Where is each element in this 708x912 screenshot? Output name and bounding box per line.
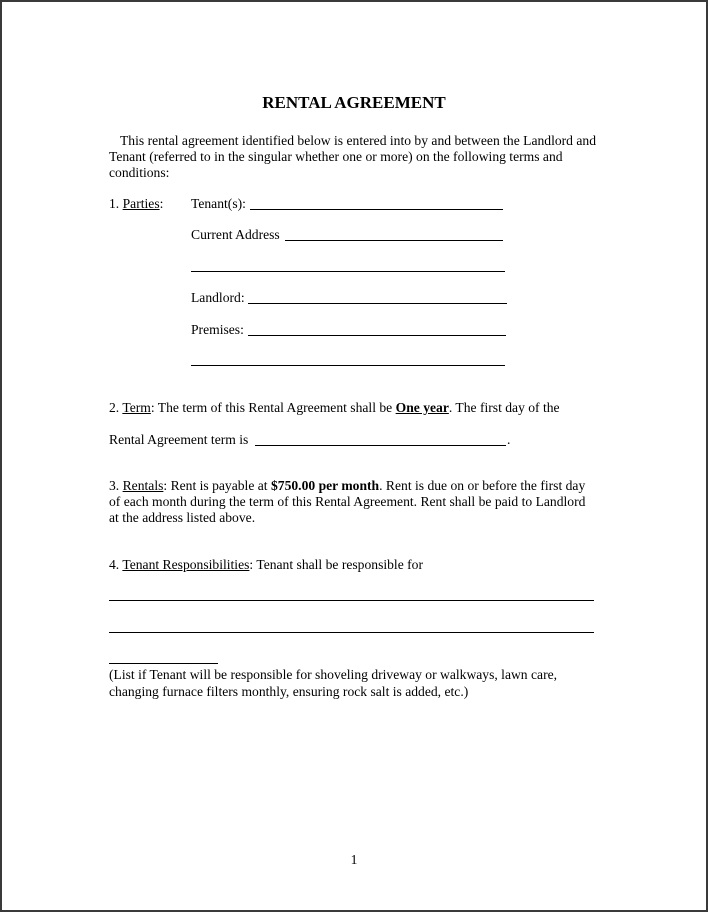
rent-amount: $750.00 per month [270,478,380,493]
rentals-text-before: : Rent is payable at [163,478,271,493]
rentals-text-after: . Rent is due on or before the first day [379,478,586,493]
page-number: 1 [350,852,358,867]
intro-line-3: conditions: [109,165,170,180]
landlord-field[interactable] [248,303,507,304]
rentals-number: 3. [109,478,120,493]
premises-label: Premises: [191,322,244,337]
term-start-field[interactable] [255,445,506,446]
term-start-period: . [507,432,511,447]
rentals-label: Rentals [122,478,164,493]
responsibilities-line-1 [109,557,423,573]
term-start-label: Rental Agreement term is [109,432,249,447]
tenants-field[interactable] [250,209,503,210]
intro-line-1: This rental agreement identified below is entered into by and between the Landlord and [120,133,596,148]
premises-field[interactable] [248,335,506,336]
responsibilities-note-2: changing furnace filters monthly, ensuring rock salt is added, etc.) [109,684,469,699]
term-duration: One year [395,400,449,415]
responsibilities-field-line-1[interactable] [109,600,594,601]
tenants-row [191,196,246,212]
document-title: RENTAL AGREEMENT [262,93,446,112]
responsibilities-note-1: (List if Tenant will be responsible for shoveling driveway or walkways, lawn care, [109,667,558,682]
tenants-label: Tenant(s): [191,196,246,211]
rentals-line-1 [109,478,585,494]
parties-colon: : [159,196,164,211]
responsibilities-text: : Tenant shall be responsible for [249,557,423,572]
parties-label: Parties [122,196,160,211]
term-line-1 [109,400,560,416]
term-number: 2. [109,400,120,415]
rentals-line-2: of each month during the term of this Rental Agreement. Rent shall be paid to Landlord [109,494,586,509]
term-text-before: : The term of this Rental Agreement shall be [150,400,396,415]
term-label: Term [122,400,151,415]
current-address-label: Current Address [191,227,280,242]
rentals-line-3: at the address listed above. [109,510,256,525]
premises-field-line-2[interactable] [191,365,505,366]
responsibilities-field-line-3[interactable] [109,663,218,664]
parties-number: 1. [109,196,120,211]
current-address-field-line-2[interactable] [191,271,505,272]
responsibilities-label: Tenant Responsibilities [122,557,250,572]
intro-line-2: Tenant (referred to in the singular whether one or more) on the following terms and [109,149,563,164]
responsibilities-field-line-2[interactable] [109,632,594,633]
current-address-field[interactable] [285,240,503,241]
responsibilities-number: 4. [109,557,120,572]
landlord-label: Landlord: [191,290,245,305]
term-text-after: . The first day of the [448,400,560,415]
parties-heading [109,196,163,212]
